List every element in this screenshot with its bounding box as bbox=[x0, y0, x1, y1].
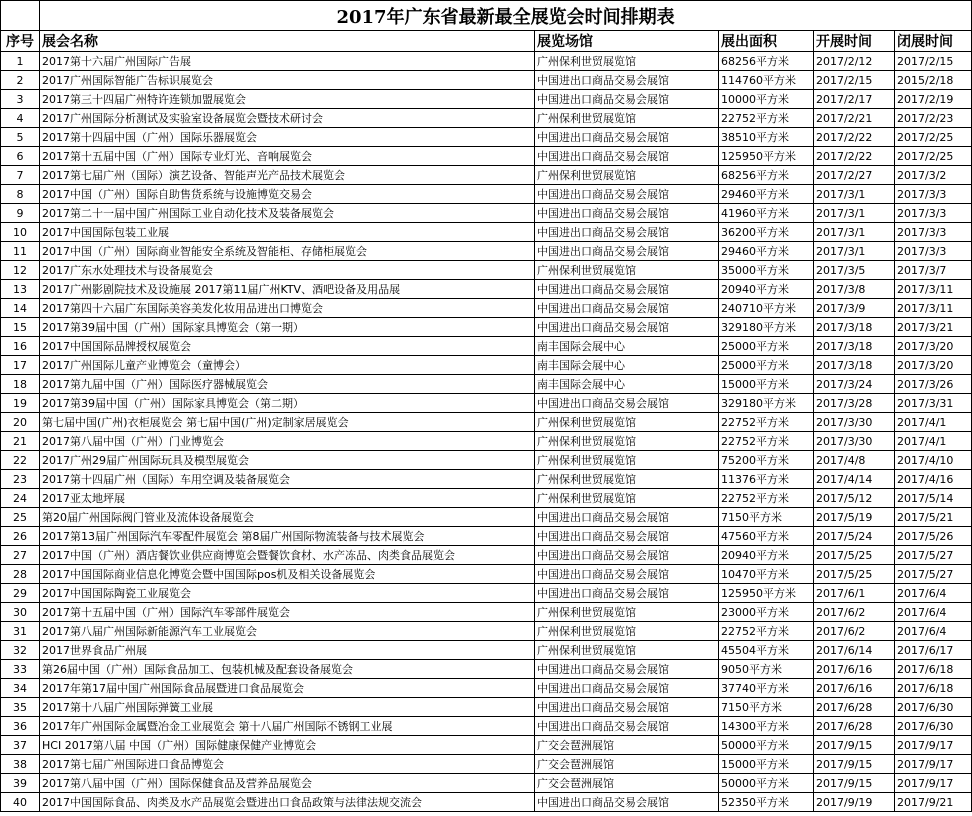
cell-start[interactable]: 2017/6/2 bbox=[814, 622, 895, 641]
cell-name[interactable]: 2017第三十四届广州特许连锁加盟展览会 bbox=[40, 90, 535, 109]
table-row bbox=[1, 128, 972, 147]
cell-no[interactable]: 4 bbox=[1, 109, 40, 128]
cell-end[interactable]: 2017/3/7 bbox=[895, 261, 972, 280]
cell-end[interactable]: 2017/3/11 bbox=[895, 280, 972, 299]
cell-venue[interactable]: 中国进出口商品交易会展馆 bbox=[535, 185, 719, 204]
cell-venue[interactable]: 广州保利世贸展览馆 bbox=[535, 413, 719, 432]
cell-no[interactable]: 23 bbox=[1, 470, 40, 489]
cell-start[interactable]: 2017/6/16 bbox=[814, 679, 895, 698]
cell-venue[interactable]: 中国进出口商品交易会展馆 bbox=[535, 128, 719, 147]
cell-venue[interactable]: 中国进出口商品交易会展馆 bbox=[535, 546, 719, 565]
cell-venue[interactable]: 南丰国际会展中心 bbox=[535, 337, 719, 356]
cell-name[interactable]: 2017第十四届广州（国际）车用空调及装备展览会 bbox=[40, 470, 535, 489]
table-row bbox=[1, 413, 972, 432]
cell-start[interactable]: 2017/3/24 bbox=[814, 375, 895, 394]
cell-area[interactable]: 41960平方米 bbox=[719, 204, 814, 223]
cell-end[interactable]: 2017/3/21 bbox=[895, 318, 972, 337]
cell-name[interactable]: 2017第39届中国（广州）国际家具博览会（第一期） bbox=[40, 318, 535, 337]
cell-venue[interactable]: 广州保利世贸展览馆 bbox=[535, 261, 719, 280]
table-row bbox=[1, 375, 972, 394]
cell-name[interactable]: 2017广州影剧院技术及设施展 2017第11届广州KTV、酒吧设备及用品展 bbox=[40, 280, 535, 299]
table-row bbox=[1, 337, 972, 356]
cell-venue[interactable]: 中国进出口商品交易会展馆 bbox=[535, 717, 719, 736]
cell-venue[interactable]: 中国进出口商品交易会展馆 bbox=[535, 394, 719, 413]
table-row bbox=[1, 584, 972, 603]
cell-venue[interactable]: 中国进出口商品交易会展馆 bbox=[535, 90, 719, 109]
cell-end[interactable]: 2017/9/21 bbox=[895, 793, 972, 812]
cell-area[interactable]: 11376平方米 bbox=[719, 470, 814, 489]
cell-no[interactable]: 25 bbox=[1, 508, 40, 527]
cell-name[interactable]: 2017广州29届广州国际玩具及模型展览会 bbox=[40, 451, 535, 470]
cell-end[interactable]: 2017/9/17 bbox=[895, 736, 972, 755]
cell-start[interactable]: 2017/2/22 bbox=[814, 147, 895, 166]
cell-no[interactable]: 35 bbox=[1, 698, 40, 717]
cell-no[interactable]: 39 bbox=[1, 774, 40, 793]
cell-start[interactable]: 2017/2/12 bbox=[814, 52, 895, 71]
cell-venue[interactable]: 广州保利世贸展览馆 bbox=[535, 432, 719, 451]
cell-area[interactable]: 240710平方米 bbox=[719, 299, 814, 318]
cell-area[interactable]: 50000平方米 bbox=[719, 736, 814, 755]
title-row bbox=[1, 1, 972, 31]
cell-name[interactable]: 2017第八届中国（广州）门业博览会 bbox=[40, 432, 535, 451]
cell-area[interactable]: 10470平方米 bbox=[719, 565, 814, 584]
cell-name[interactable]: 2017广州国际智能广告标识展览会 bbox=[40, 71, 535, 90]
cell-end[interactable]: 2017/2/19 bbox=[895, 90, 972, 109]
cell-no[interactable]: 16 bbox=[1, 337, 40, 356]
cell-start[interactable]: 2017/4/8 bbox=[814, 451, 895, 470]
cell-name[interactable]: 2017广州国际儿童产业博览会（童博会） bbox=[40, 356, 535, 375]
table-row bbox=[1, 166, 972, 185]
table-row bbox=[1, 52, 972, 71]
cell-area[interactable]: 9050平方米 bbox=[719, 660, 814, 679]
cell-start[interactable]: 2017/5/25 bbox=[814, 546, 895, 565]
table-row bbox=[1, 527, 972, 546]
table-row bbox=[1, 565, 972, 584]
cell-start[interactable]: 2017/2/22 bbox=[814, 128, 895, 147]
cell-no[interactable]: 13 bbox=[1, 280, 40, 299]
cell-area[interactable]: 23000平方米 bbox=[719, 603, 814, 622]
cell-end[interactable]: 2017/3/31 bbox=[895, 394, 972, 413]
table-row bbox=[1, 204, 972, 223]
cell-venue[interactable]: 南丰国际会展中心 bbox=[535, 375, 719, 394]
table-row bbox=[1, 223, 972, 242]
cell-name[interactable]: 2017中国国际品牌授权展览会 bbox=[40, 337, 535, 356]
cell-name[interactable]: 第20届广州国际阀门管业及流体设备展览会 bbox=[40, 508, 535, 527]
cell-start[interactable]: 2017/5/19 bbox=[814, 508, 895, 527]
cell-area[interactable]: 38510平方米 bbox=[719, 128, 814, 147]
cell-name[interactable]: 2017中国国际商业信息化博览会暨中国国际pos机及相关设备展览会 bbox=[40, 565, 535, 584]
cell-start[interactable]: 2017/3/5 bbox=[814, 261, 895, 280]
cell-venue[interactable]: 中国进出口商品交易会展馆 bbox=[535, 299, 719, 318]
cell-end[interactable]: 2017/2/25 bbox=[895, 128, 972, 147]
blank-cell[interactable] bbox=[1, 1, 40, 31]
cell-end[interactable]: 2017/3/3 bbox=[895, 185, 972, 204]
table-row bbox=[1, 261, 972, 280]
cell-area[interactable]: 22752平方米 bbox=[719, 432, 814, 451]
header-area[interactable]: 展出面积 bbox=[719, 31, 814, 52]
header-row bbox=[1, 31, 972, 52]
cell-end[interactable]: 2017/4/10 bbox=[895, 451, 972, 470]
cell-end[interactable]: 2017/5/26 bbox=[895, 527, 972, 546]
cell-end[interactable]: 2017/3/26 bbox=[895, 375, 972, 394]
cell-no[interactable]: 33 bbox=[1, 660, 40, 679]
cell-start[interactable]: 2017/3/1 bbox=[814, 242, 895, 261]
cell-area[interactable]: 68256平方米 bbox=[719, 166, 814, 185]
cell-no[interactable]: 12 bbox=[1, 261, 40, 280]
cell-end[interactable]: 2017/3/3 bbox=[895, 204, 972, 223]
cell-area[interactable]: 15000平方米 bbox=[719, 755, 814, 774]
table-row bbox=[1, 109, 972, 128]
cell-name[interactable]: 2017第九届中国（广州）国际医疗器械展览会 bbox=[40, 375, 535, 394]
cell-venue[interactable]: 中国进出口商品交易会展馆 bbox=[535, 698, 719, 717]
cell-area[interactable]: 20940平方米 bbox=[719, 546, 814, 565]
cell-name[interactable]: 2017第七届广州（国际）演艺设备、智能声光产品技术展览会 bbox=[40, 166, 535, 185]
cell-no[interactable]: 21 bbox=[1, 432, 40, 451]
cell-area[interactable]: 36200平方米 bbox=[719, 223, 814, 242]
cell-start[interactable]: 2017/3/1 bbox=[814, 185, 895, 204]
cell-area[interactable]: 7150平方米 bbox=[719, 508, 814, 527]
cell-venue[interactable]: 中国进出口商品交易会展馆 bbox=[535, 242, 719, 261]
header-end[interactable]: 闭展时间 bbox=[895, 31, 972, 52]
cell-no[interactable]: 2 bbox=[1, 71, 40, 90]
cell-venue[interactable]: 广交会琶洲展馆 bbox=[535, 755, 719, 774]
cell-venue[interactable]: 广州保利世贸展览馆 bbox=[535, 603, 719, 622]
cell-venue[interactable]: 广交会琶洲展馆 bbox=[535, 774, 719, 793]
cell-venue[interactable]: 广州保利世贸展览馆 bbox=[535, 451, 719, 470]
cell-start[interactable]: 2017/6/1 bbox=[814, 584, 895, 603]
cell-start[interactable]: 2017/3/18 bbox=[814, 318, 895, 337]
cell-start[interactable]: 2017/3/1 bbox=[814, 223, 895, 242]
cell-name[interactable]: 2017中国（广州）国际自助售货系统与设施博览交易会 bbox=[40, 185, 535, 204]
cell-area[interactable]: 10000平方米 bbox=[719, 90, 814, 109]
cell-end[interactable]: 2017/6/4 bbox=[895, 584, 972, 603]
header-venue[interactable]: 展览场馆 bbox=[535, 31, 719, 52]
cell-venue[interactable]: 中国进出口商品交易会展馆 bbox=[535, 147, 719, 166]
cell-area[interactable]: 29460平方米 bbox=[719, 242, 814, 261]
table-row bbox=[1, 318, 972, 337]
cell-end[interactable]: 2017/6/18 bbox=[895, 660, 972, 679]
cell-start[interactable]: 2017/3/18 bbox=[814, 356, 895, 375]
cell-start[interactable]: 2017/3/9 bbox=[814, 299, 895, 318]
cell-no[interactable]: 19 bbox=[1, 394, 40, 413]
cell-area[interactable]: 15000平方米 bbox=[719, 375, 814, 394]
cell-no[interactable]: 6 bbox=[1, 147, 40, 166]
table-row bbox=[1, 755, 972, 774]
cell-area[interactable]: 25000平方米 bbox=[719, 356, 814, 375]
cell-name[interactable]: 2017亚太地坪展 bbox=[40, 489, 535, 508]
cell-area[interactable]: 22752平方米 bbox=[719, 622, 814, 641]
cell-venue[interactable]: 广州保利世贸展览馆 bbox=[535, 52, 719, 71]
cell-start[interactable]: 2017/3/8 bbox=[814, 280, 895, 299]
cell-end[interactable]: 2017/2/23 bbox=[895, 109, 972, 128]
cell-venue[interactable]: 广州保利世贸展览馆 bbox=[535, 641, 719, 660]
cell-no[interactable]: 30 bbox=[1, 603, 40, 622]
table-row bbox=[1, 451, 972, 470]
cell-area[interactable]: 329180平方米 bbox=[719, 394, 814, 413]
cell-no[interactable]: 36 bbox=[1, 717, 40, 736]
cell-start[interactable]: 2017/9/15 bbox=[814, 774, 895, 793]
cell-name[interactable]: 2017广东水处理技术与设备展览会 bbox=[40, 261, 535, 280]
table-row bbox=[1, 641, 972, 660]
cell-start[interactable]: 2017/2/15 bbox=[814, 71, 895, 90]
cell-name[interactable]: 2017第十六届广州国际广告展 bbox=[40, 52, 535, 71]
cell-venue[interactable]: 广州保利世贸展览馆 bbox=[535, 622, 719, 641]
cell-no[interactable]: 14 bbox=[1, 299, 40, 318]
header-name[interactable]: 展会名称 bbox=[40, 31, 535, 52]
table-row bbox=[1, 793, 972, 812]
cell-area[interactable]: 29460平方米 bbox=[719, 185, 814, 204]
cell-name[interactable]: 2017中国国际包装工业展 bbox=[40, 223, 535, 242]
cell-name[interactable]: 2017第39届中国（广州）国际家具博览会（第二期） bbox=[40, 394, 535, 413]
cell-start[interactable]: 2017/2/17 bbox=[814, 90, 895, 109]
cell-name[interactable]: 2017第七届广州国际进口食品博览会 bbox=[40, 755, 535, 774]
cell-venue[interactable]: 广州保利世贸展览馆 bbox=[535, 166, 719, 185]
cell-name[interactable]: 2017中国（广州）酒店餐饮业供应商博览会暨餐饮食材、水产冻品、肉类食品展览会 bbox=[40, 546, 535, 565]
cell-venue[interactable]: 广交会琶洲展馆 bbox=[535, 736, 719, 755]
header-no[interactable]: 序号 bbox=[1, 31, 40, 52]
cell-end[interactable]: 2017/6/4 bbox=[895, 622, 972, 641]
cell-end[interactable]: 2017/3/20 bbox=[895, 356, 972, 375]
cell-no[interactable]: 11 bbox=[1, 242, 40, 261]
cell-no[interactable]: 7 bbox=[1, 166, 40, 185]
cell-start[interactable]: 2017/5/24 bbox=[814, 527, 895, 546]
cell-no[interactable]: 8 bbox=[1, 185, 40, 204]
cell-no[interactable]: 26 bbox=[1, 527, 40, 546]
cell-name[interactable]: 2017年第17届中国广州国际食品展暨进口食品展览会 bbox=[40, 679, 535, 698]
cell-area[interactable]: 125950平方米 bbox=[719, 584, 814, 603]
cell-name[interactable]: 2017第八届广州国际新能源汽车工业展览会 bbox=[40, 622, 535, 641]
cell-start[interactable]: 2017/6/28 bbox=[814, 698, 895, 717]
cell-area[interactable]: 14300平方米 bbox=[719, 717, 814, 736]
cell-no[interactable]: 5 bbox=[1, 128, 40, 147]
cell-venue[interactable]: 中国进出口商品交易会展馆 bbox=[535, 204, 719, 223]
table-row bbox=[1, 356, 972, 375]
cell-no[interactable]: 17 bbox=[1, 356, 40, 375]
table-row bbox=[1, 489, 972, 508]
cell-area[interactable]: 22752平方米 bbox=[719, 489, 814, 508]
cell-name[interactable]: 2017中国（广州）国际商业智能安全系统及智能柜、存储柜展览会 bbox=[40, 242, 535, 261]
cell-name[interactable]: 2017第十五届中国（广州）国际汽车零部件展览会 bbox=[40, 603, 535, 622]
cell-no[interactable]: 3 bbox=[1, 90, 40, 109]
cell-end[interactable]: 2017/5/27 bbox=[895, 565, 972, 584]
cell-venue[interactable]: 广州保利世贸展览馆 bbox=[535, 470, 719, 489]
cell-no[interactable]: 34 bbox=[1, 679, 40, 698]
cell-area[interactable]: 52350平方米 bbox=[719, 793, 814, 812]
cell-venue[interactable]: 中国进出口商品交易会展馆 bbox=[535, 679, 719, 698]
table-row bbox=[1, 717, 972, 736]
cell-end[interactable]: 2017/3/3 bbox=[895, 242, 972, 261]
cell-start[interactable]: 2017/2/27 bbox=[814, 166, 895, 185]
cell-end[interactable]: 2017/5/21 bbox=[895, 508, 972, 527]
cell-start[interactable]: 2017/3/18 bbox=[814, 337, 895, 356]
table-row bbox=[1, 603, 972, 622]
cell-end[interactable]: 2017/5/27 bbox=[895, 546, 972, 565]
cell-end[interactable]: 2017/4/16 bbox=[895, 470, 972, 489]
cell-end[interactable]: 2017/3/20 bbox=[895, 337, 972, 356]
cell-end[interactable]: 2017/9/17 bbox=[895, 774, 972, 793]
cell-venue[interactable]: 中国进出口商品交易会展馆 bbox=[535, 318, 719, 337]
cell-area[interactable]: 114760平方米 bbox=[719, 71, 814, 90]
cell-no[interactable]: 22 bbox=[1, 451, 40, 470]
table-row bbox=[1, 698, 972, 717]
cell-end[interactable]: 2017/6/4 bbox=[895, 603, 972, 622]
cell-area[interactable]: 7150平方米 bbox=[719, 698, 814, 717]
table-row bbox=[1, 90, 972, 109]
table-row bbox=[1, 508, 972, 527]
table-row bbox=[1, 147, 972, 166]
cell-area[interactable]: 50000平方米 bbox=[719, 774, 814, 793]
cell-venue[interactable]: 中国进出口商品交易会展馆 bbox=[535, 660, 719, 679]
cell-venue[interactable]: 南丰国际会展中心 bbox=[535, 356, 719, 375]
cell-name[interactable]: 2017中国国际陶瓷工业展览会 bbox=[40, 584, 535, 603]
cell-start[interactable]: 2017/9/15 bbox=[814, 736, 895, 755]
cell-end[interactable]: 2017/6/30 bbox=[895, 717, 972, 736]
header-start[interactable]: 开展时间 bbox=[814, 31, 895, 52]
cell-start[interactable]: 2017/6/16 bbox=[814, 660, 895, 679]
table-row bbox=[1, 280, 972, 299]
cell-area[interactable]: 68256平方米 bbox=[719, 52, 814, 71]
table-row bbox=[1, 470, 972, 489]
cell-no[interactable]: 38 bbox=[1, 755, 40, 774]
cell-area[interactable]: 22752平方米 bbox=[719, 413, 814, 432]
cell-venue[interactable]: 中国进出口商品交易会展馆 bbox=[535, 71, 719, 90]
cell-area[interactable]: 125950平方米 bbox=[719, 147, 814, 166]
cell-end[interactable]: 2017/5/14 bbox=[895, 489, 972, 508]
cell-name[interactable]: 2017第十四届中国（广州）国际乐器展览会 bbox=[40, 128, 535, 147]
cell-venue[interactable]: 中国进出口商品交易会展馆 bbox=[535, 584, 719, 603]
cell-area[interactable]: 329180平方米 bbox=[719, 318, 814, 337]
cell-no[interactable]: 28 bbox=[1, 565, 40, 584]
cell-name[interactable]: 2017第13届广州国际汽车零配件展览会 第8届广州国际物流装备与技术展览会 bbox=[40, 527, 535, 546]
cell-name[interactable]: 2017世界食品广州展 bbox=[40, 641, 535, 660]
cell-end[interactable]: 2017/3/2 bbox=[895, 166, 972, 185]
cell-area[interactable]: 45504平方米 bbox=[719, 641, 814, 660]
cell-start[interactable]: 2017/4/14 bbox=[814, 470, 895, 489]
table-row bbox=[1, 242, 972, 261]
cell-end[interactable]: 2017/9/17 bbox=[895, 755, 972, 774]
cell-name[interactable]: 2017第十五届中国（广州）国际专业灯光、音响展览会 bbox=[40, 147, 535, 166]
table-row bbox=[1, 432, 972, 451]
cell-start[interactable]: 2017/2/21 bbox=[814, 109, 895, 128]
cell-no[interactable]: 9 bbox=[1, 204, 40, 223]
cell-name[interactable]: 2017广州国际分析测试及实验室设备展览会暨技术研讨会 bbox=[40, 109, 535, 128]
cell-end[interactable]: 2017/6/30 bbox=[895, 698, 972, 717]
cell-venue[interactable]: 中国进出口商品交易会展馆 bbox=[535, 223, 719, 242]
cell-name[interactable]: 2017第八届中国（广州）国际保健食品及营养品展览会 bbox=[40, 774, 535, 793]
cell-area[interactable]: 37740平方米 bbox=[719, 679, 814, 698]
cell-no[interactable]: 31 bbox=[1, 622, 40, 641]
cell-area[interactable]: 35000平方米 bbox=[719, 261, 814, 280]
cell-end[interactable]: 2017/4/1 bbox=[895, 413, 972, 432]
cell-no[interactable]: 27 bbox=[1, 546, 40, 565]
cell-name[interactable]: 第七届中国(广州)衣柜展览会 第七届中国(广州)定制家居展览会 bbox=[40, 413, 535, 432]
cell-no[interactable]: 24 bbox=[1, 489, 40, 508]
cell-name[interactable]: 2017第四十六届广东国际美容美发化妆用品进出口博览会 bbox=[40, 299, 535, 318]
cell-no[interactable]: 10 bbox=[1, 223, 40, 242]
cell-venue[interactable]: 中国进出口商品交易会展馆 bbox=[535, 508, 719, 527]
cell-area[interactable]: 75200平方米 bbox=[719, 451, 814, 470]
cell-area[interactable]: 20940平方米 bbox=[719, 280, 814, 299]
table-row bbox=[1, 394, 972, 413]
cell-area[interactable]: 47560平方米 bbox=[719, 527, 814, 546]
cell-venue[interactable]: 中国进出口商品交易会展馆 bbox=[535, 280, 719, 299]
cell-name[interactable]: HCI 2017第八届 中国（广州）国际健康保健产业博览会 bbox=[40, 736, 535, 755]
cell-end[interactable]: 2017/2/25 bbox=[895, 147, 972, 166]
table-row bbox=[1, 71, 972, 90]
cell-no[interactable]: 1 bbox=[1, 52, 40, 71]
cell-start[interactable]: 2017/3/28 bbox=[814, 394, 895, 413]
cell-start[interactable]: 2017/5/12 bbox=[814, 489, 895, 508]
cell-venue[interactable]: 中国进出口商品交易会展馆 bbox=[535, 793, 719, 812]
cell-no[interactable]: 15 bbox=[1, 318, 40, 337]
table-row bbox=[1, 660, 972, 679]
cell-no[interactable]: 29 bbox=[1, 584, 40, 603]
cell-no[interactable]: 37 bbox=[1, 736, 40, 755]
table-row bbox=[1, 736, 972, 755]
cell-end[interactable]: 2017/3/11 bbox=[895, 299, 972, 318]
cell-start[interactable]: 2017/3/30 bbox=[814, 413, 895, 432]
cell-end[interactable]: 2017/3/3 bbox=[895, 223, 972, 242]
cell-end[interactable]: 2017/2/15 bbox=[895, 52, 972, 71]
cell-name[interactable]: 2017第二十一届中国广州国际工业自动化技术及装备展览会 bbox=[40, 204, 535, 223]
cell-start[interactable]: 2017/9/19 bbox=[814, 793, 895, 812]
cell-start[interactable]: 2017/6/28 bbox=[814, 717, 895, 736]
cell-end[interactable]: 2017/6/18 bbox=[895, 679, 972, 698]
cell-start[interactable]: 2017/3/1 bbox=[814, 204, 895, 223]
table-row bbox=[1, 299, 972, 318]
cell-no[interactable]: 40 bbox=[1, 793, 40, 812]
cell-start[interactable]: 2017/9/15 bbox=[814, 755, 895, 774]
cell-venue[interactable]: 广州保利世贸展览馆 bbox=[535, 109, 719, 128]
cell-name[interactable]: 2017中国国际食品、肉类及水产品展览会暨进出口食品政策与法律法规交流会 bbox=[40, 793, 535, 812]
table-row bbox=[1, 185, 972, 204]
table-row bbox=[1, 679, 972, 698]
cell-end[interactable]: 2017/6/17 bbox=[895, 641, 972, 660]
cell-start[interactable]: 2017/6/14 bbox=[814, 641, 895, 660]
cell-venue[interactable]: 中国进出口商品交易会展馆 bbox=[535, 527, 719, 546]
cell-start[interactable]: 2017/6/2 bbox=[814, 603, 895, 622]
cell-no[interactable]: 20 bbox=[1, 413, 40, 432]
table-row bbox=[1, 774, 972, 793]
cell-area[interactable]: 22752平方米 bbox=[719, 109, 814, 128]
cell-start[interactable]: 2017/3/30 bbox=[814, 432, 895, 451]
cell-end[interactable]: 2015/2/18 bbox=[895, 71, 972, 90]
sheet-title[interactable]: 2017年广东省最新最全展览会时间排期表 bbox=[40, 1, 972, 31]
cell-venue[interactable]: 中国进出口商品交易会展馆 bbox=[535, 565, 719, 584]
cell-area[interactable]: 25000平方米 bbox=[719, 337, 814, 356]
cell-name[interactable]: 2017第十八届广州国际弹簧工业展 bbox=[40, 698, 535, 717]
cell-no[interactable]: 18 bbox=[1, 375, 40, 394]
cell-no[interactable]: 32 bbox=[1, 641, 40, 660]
cell-start[interactable]: 2017/5/25 bbox=[814, 565, 895, 584]
table-row bbox=[1, 622, 972, 641]
cell-end[interactable]: 2017/4/1 bbox=[895, 432, 972, 451]
cell-name[interactable]: 2017年广州国际金属暨冶金工业展览会 第十八届广州国际不锈钢工业展 bbox=[40, 717, 535, 736]
cell-name[interactable]: 第26届中国（广州）国际食品加工、包装机械及配套设备展览会 bbox=[40, 660, 535, 679]
table-body bbox=[1, 52, 972, 812]
cell-venue[interactable]: 广州保利世贸展览馆 bbox=[535, 489, 719, 508]
table-row bbox=[1, 546, 972, 565]
